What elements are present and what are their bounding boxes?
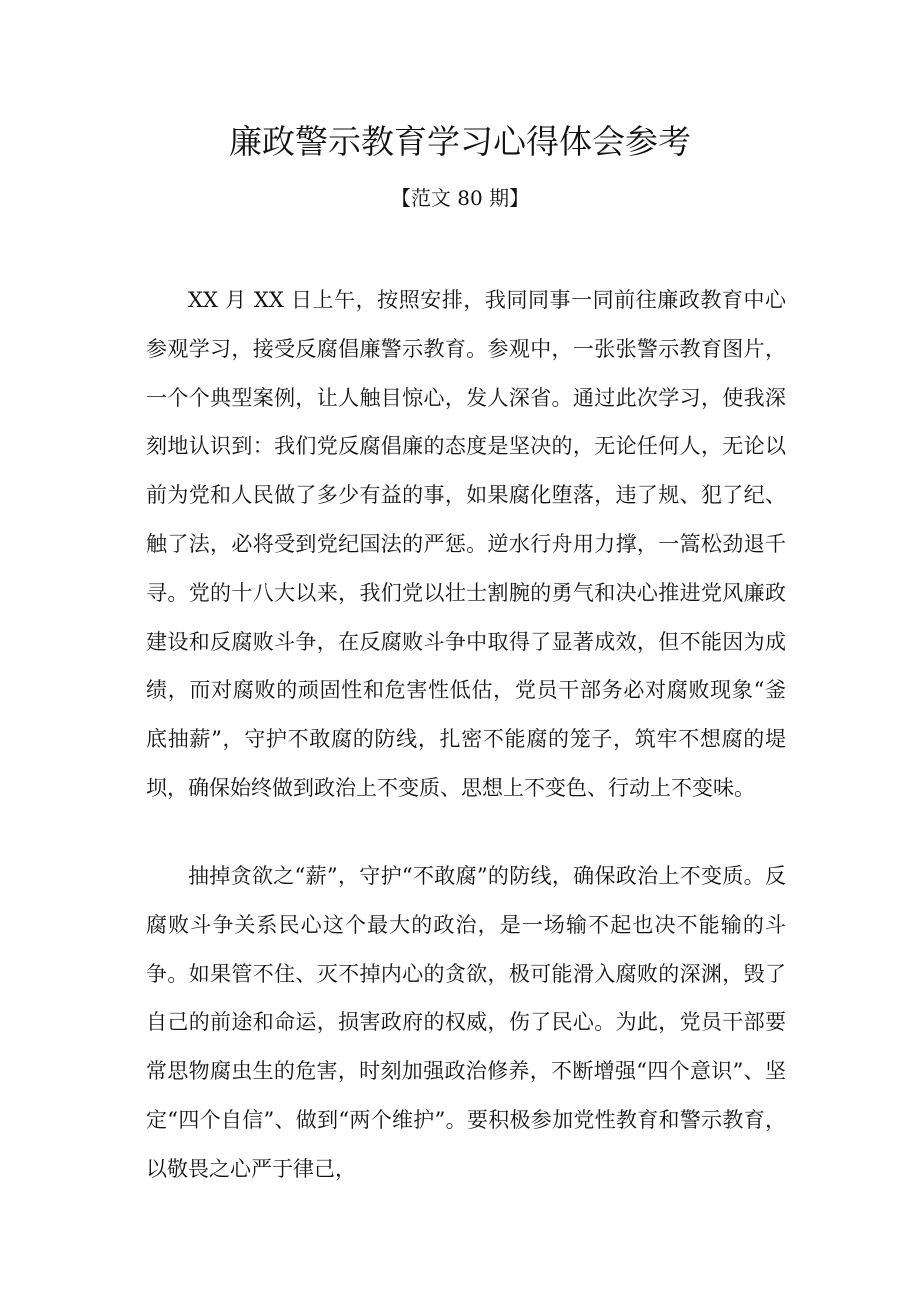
document-subtitle: 【范文 80 期】: [390, 186, 530, 210]
document-title: 廉政警示教育学习心得体会参考: [229, 122, 691, 161]
body-paragraph-1: XX 月 XX 日上午，按照安排，我同同事一同前往廉政教育中心参观学习，接受反腐倡廉警示教育。参观中，一张张警示教育图片，一个个典型案例，让人触目惊心，发人深省。通过此次学习，使我深刻地认识到：我们党反腐倡廉的态度是坚决的，无论任何人，无论以前为党和人民做了多少有益的事，如果腐化堕落，违了规、犯了纪、触了法，必将受到党纪国法的严惩。逆水行舟用力撑，一篙松劲退千寻。党的十八大以来，我们党以壮士割腕的勇气和决心推进党风廉政建设和反腐败斗争，在反腐败斗争中取得了显著成效，但不能因为成绩，而对腐败的顽固性和危害性低估，党员干部务必对腐败现象“釜底抽薪”，守护不敢腐的防线，扎密不能腐的笼子，筑牢不想腐的堤坝，确保始终做到政治上不变质、思想上不变色、行动上不变味。: [146, 288, 786, 800]
body-paragraph-2: 抽掉贪欲之“薪”，守护“不敢腐”的防线，确保政治上不变质。反腐败斗争关系民心这个最大的政治，是一场输不起也决不能输的斗争。如果管不住、灭不掉内心的贪欲，极可能滑入腐败的深渊，毁了自己的前途和命运，损害政府的权威，伤了民心。为此，党员干部要常思物腐虫生的危害，时刻加强政治修养，不断增强“四个意识”、坚定“四个自信”、做到“两个维护”。要积极参加党性教育和警示教育，以敬畏之心严于律己，: [146, 864, 786, 1181]
